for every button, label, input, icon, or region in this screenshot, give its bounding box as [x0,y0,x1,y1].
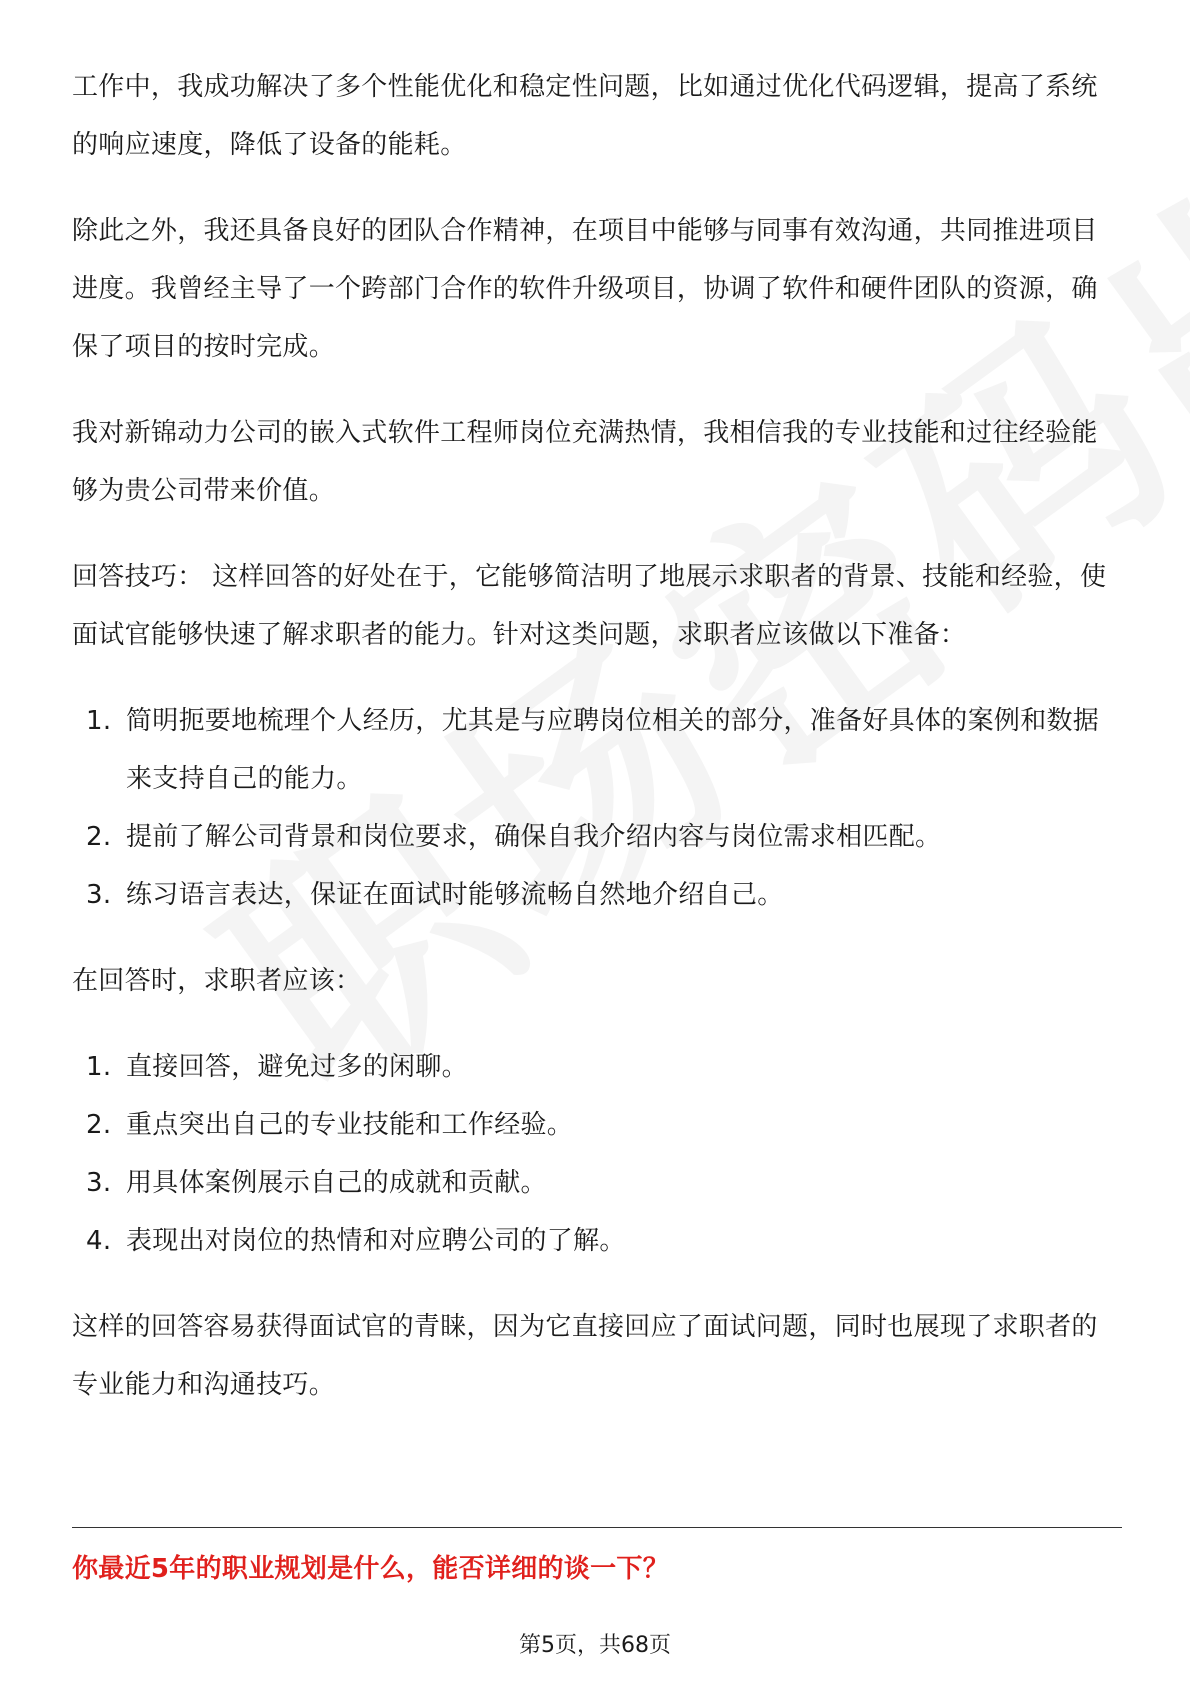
paragraph-answer-tips: 回答技巧： 这样回答的好处在于，它能够简洁明了地展示求职者的背景、技能和经验，使面试官能够快速了解求职者的能力。针对这类问题，求职者应该做以下准备： [72,562,1107,650]
list-item [72,1096,1122,1154]
list-item [72,808,1122,866]
list-item [72,1038,1122,1096]
paragraph-enthusiasm: 我对新锦动力公司的嵌入式软件工程师岗位充满热情，我相信我的专业技能和过往经验能够为贵公司带来价值。 [72,418,1098,506]
paragraph-closing: 这样的回答容易获得面试官的青睐，因为它直接回应了面试问题，同时也展现了求职者的专业能力和沟通技巧。 [72,1312,1098,1400]
list-item-text: 重点突出自己的专业技能和工作经验。 [126,1110,574,1140]
section-divider [72,1527,1122,1528]
list-item-text: 简明扼要地梳理个人经历，尤其是与应聘岗位相关的部分，准备好具体的案例和数据来支持自己的能力。 [126,706,1100,794]
next-question-heading: 你最近5年的职业规划是什么，能否详细的谈一下？ [72,1554,669,1584]
list-number: 3. [86,880,112,910]
list-item-text: 用具体案例展示自己的成就和贡献。 [126,1168,547,1198]
paragraph-work-achievements: 工作中，我成功解决了多个性能优化和稳定性问题，比如通过优化代码逻辑，提高了系统的响应速度，降低了设备的能耗。 [72,72,1098,160]
list-number: 1. [86,706,112,736]
paragraph-answer-intro: 在回答时，求职者应该： [72,966,362,996]
list-number: 2. [86,822,112,852]
list-item-text: 提前了解公司背景和岗位要求，确保自我介绍内容与岗位需求相匹配。 [126,822,942,852]
list-number: 2. [86,1110,112,1140]
list-number: 4. [86,1226,112,1256]
list-item-text: 表现出对岗位的热情和对应聘公司的了解。 [126,1226,626,1256]
document-body [72,58,1122,1442]
list-item-text: 练习语言表达，保证在面试时能够流畅自然地介绍自己。 [126,880,784,910]
answer-guidelines-list [72,1038,1122,1270]
preparation-list [72,692,1122,924]
list-number: 1. [86,1052,112,1082]
list-item [72,692,1122,808]
page-footer: 第5页，共68页 [519,1633,671,1658]
list-item [72,866,1122,924]
list-item [72,1212,1122,1270]
list-item [72,1154,1122,1212]
list-number: 3. [86,1168,112,1198]
paragraph-teamwork: 除此之外，我还具备良好的团队合作精神，在项目中能够与同事有效沟通，共同推进项目进度。我曾经主导了一个跨部门合作的软件升级项目，协调了软件和硬件团队的资源，确保了项目的按时完成。 [72,216,1098,362]
list-item-text: 直接回答，避免过多的闲聊。 [126,1052,468,1082]
